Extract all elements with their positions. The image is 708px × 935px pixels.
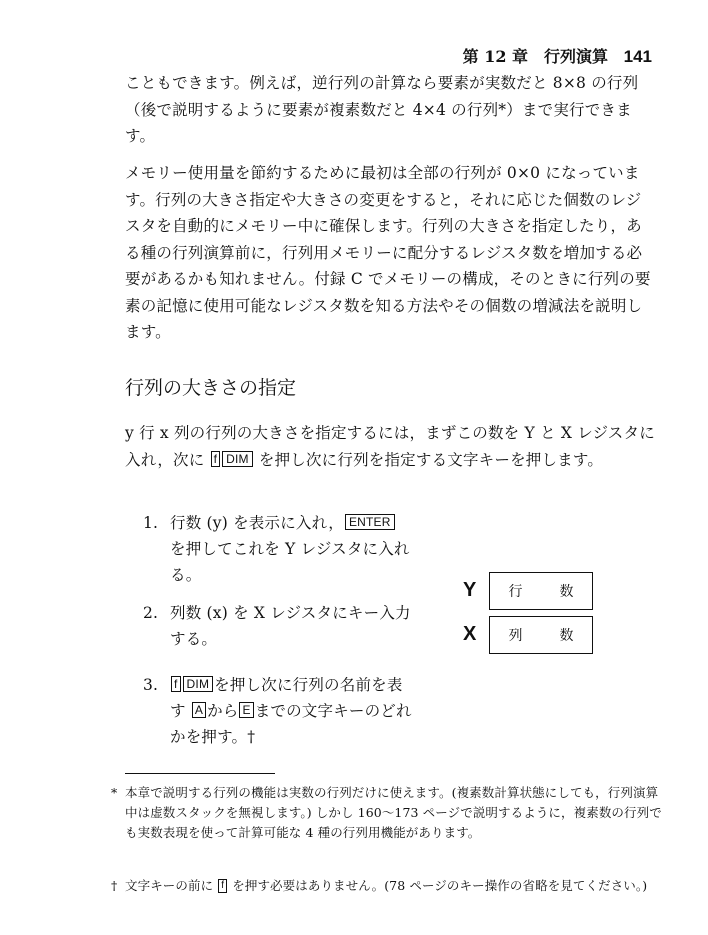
footnote-2-text-a: 文字キーの前に: [125, 878, 214, 893]
paragraph-2: メモリー使用量を節約するために最初は全部の行列が 0×0 になっています。行列の大きさ指定や大きさの変更をすると，それに応じた個数のレジスタを自動的にメモリー中に確保します。行列の大きさを指定したり，ある種の行列演算前に，行列用メモリーに配分するレジスタ数を増加する必要があるかも知れません。付録 C でメモリーの構成，そのときに行列の要素の記憶に使用可能なレジスタ数を知る方法やその個数の増減法を説明します。: [125, 164, 651, 341]
step-3-number: 3.: [143, 676, 159, 694]
step-3-text-c: までの文字キーのどれかを押す。†: [170, 702, 412, 746]
footnote-rule: [125, 773, 275, 774]
key-enter: ENTER: [345, 514, 395, 530]
paragraph-3: [125, 420, 655, 473]
key-f: f: [171, 676, 181, 692]
y-box-left: 行: [508, 584, 523, 600]
step-3-text-b: から: [207, 702, 239, 720]
paragraph-3-text-a: y 行 x 列の行列の大きさを指定するには，まずこの数を Y と X レジスタに入れ，次に: [125, 424, 655, 469]
paragraph-3-text-b: を押し次に行列を指定する文字キーを押します。: [258, 450, 604, 469]
step-3-text-a: を押し次に行列の名前を表す: [170, 676, 403, 720]
key-f: f: [211, 451, 221, 467]
key-a: A: [192, 702, 206, 718]
step-2: [143, 600, 418, 652]
step-3-text: [170, 672, 418, 750]
x-box-left: 列: [508, 628, 523, 644]
x-register-box: [489, 616, 593, 654]
footnote-1-mark: *: [111, 785, 118, 800]
running-header: [463, 44, 652, 67]
y-register-box: [489, 572, 593, 610]
y-box-right: 数: [559, 584, 574, 600]
step-1-text: [170, 510, 418, 588]
step-1: [143, 510, 418, 588]
x-box-right: 数: [559, 628, 574, 644]
footnote-2-text-b: を押す必要はありません。(78 ページのキー操作の省略を見てください。): [232, 878, 648, 893]
step-2-text: 列数 (x) を X レジスタにキー入力する。: [170, 604, 411, 648]
section-heading: 行列の大きさの指定: [125, 377, 297, 399]
step-1-text-b: を押してこれを Y レジスタに入れる。: [170, 540, 410, 584]
paragraph-1: こともできます。例えば，逆行列の計算なら要素が実数だと 8×8 の行列（後で説明するように要素が複素数だと 4×4 の行列*）まで実行できます。: [125, 74, 639, 145]
key-f: f: [218, 879, 227, 893]
step-1-text-a: 行数 (y) を表示に入れ，: [170, 514, 344, 532]
step-3: [143, 672, 418, 750]
footnote-2: [111, 876, 665, 896]
footnote-1-text: 本章で説明する行列の機能は実数の行列だけに使えます。(複素数計算状態にしても，行列演算中は虚数スタックを無視します。) しかし 160〜173 ページで説明するように，複素数の行列でも実数表現を使って計算可能な 4 種の行列用機能があります。: [125, 785, 662, 840]
page-number: 141: [623, 47, 652, 66]
key-dim: DIM: [183, 676, 214, 692]
footnote-1: [111, 783, 665, 843]
x-register-label: X: [463, 623, 477, 645]
footnote-2-mark: †: [111, 878, 118, 893]
step-1-number: 1.: [143, 514, 159, 532]
key-e: E: [239, 702, 253, 718]
chapter-title: 第 12 章 行列演算: [462, 47, 609, 66]
y-register-label: Y: [463, 579, 477, 601]
key-dim: DIM: [222, 451, 253, 467]
step-2-number: 2.: [143, 604, 159, 622]
